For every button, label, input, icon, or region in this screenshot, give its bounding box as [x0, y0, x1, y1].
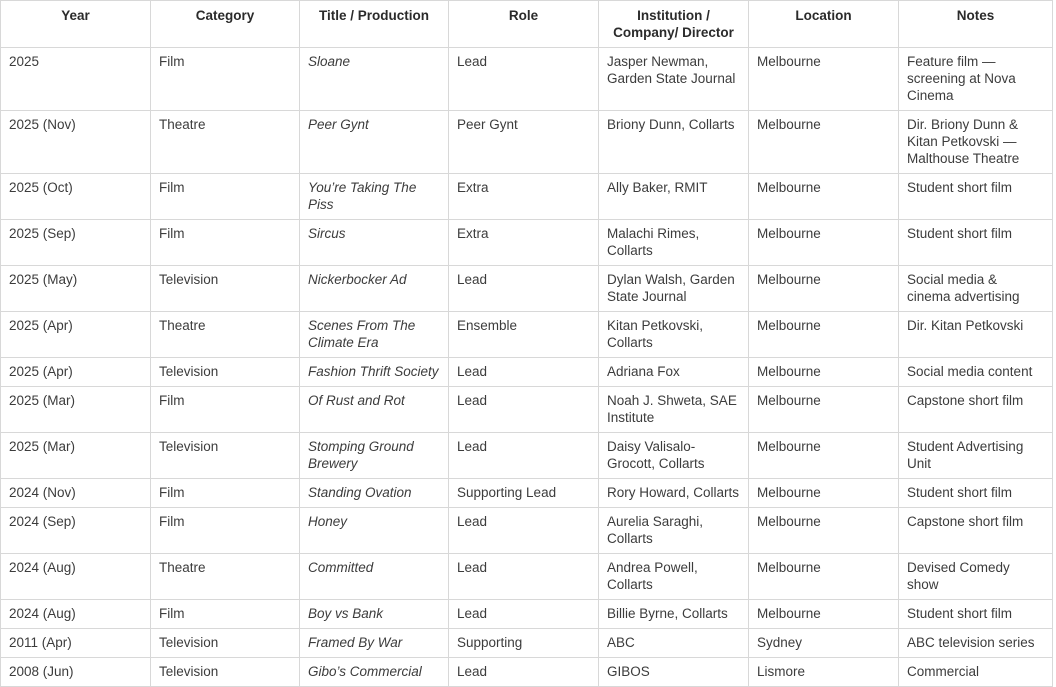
cell-location: Melbourne [749, 111, 899, 174]
table-row [1, 554, 1053, 600]
cell-location: Melbourne [749, 312, 899, 358]
table-row [1, 433, 1053, 479]
cell-category: Film [151, 220, 300, 266]
cell-role: Lead [449, 358, 599, 387]
cell-location: Melbourne [749, 48, 899, 111]
cell-category: Television [151, 658, 300, 687]
table-row [1, 479, 1053, 508]
cell-role: Peer Gynt [449, 111, 599, 174]
cell-role: Extra [449, 220, 599, 266]
table-row [1, 658, 1053, 687]
cell-category: Television [151, 629, 300, 658]
column-header-location: Location [749, 1, 899, 48]
cell-location: Melbourne [749, 266, 899, 312]
cell-title: Boy vs Bank [300, 600, 449, 629]
cell-notes: Dir. Briony Dunn & Kitan Petkovski — Malthouse Theatre [899, 111, 1053, 174]
cell-institution: Dylan Walsh, Garden State Journal [599, 266, 749, 312]
cell-notes: Social media content [899, 358, 1053, 387]
cell-role: Extra [449, 174, 599, 220]
cell-notes: Student short film [899, 174, 1053, 220]
cell-title: Standing Ovation [300, 479, 449, 508]
cell-institution: Rory Howard, Collarts [599, 479, 749, 508]
cell-year: 2025 [1, 48, 151, 111]
column-header-role: Role [449, 1, 599, 48]
cell-notes: Social media & cinema advertising [899, 266, 1053, 312]
cell-category: Theatre [151, 312, 300, 358]
cell-category: Film [151, 174, 300, 220]
table-row [1, 48, 1053, 111]
cell-role: Lead [449, 658, 599, 687]
cell-title: Nickerbocker Ad [300, 266, 449, 312]
cell-year: 2025 (Nov) [1, 111, 151, 174]
cell-institution: GIBOS [599, 658, 749, 687]
cell-year: 2025 (Mar) [1, 433, 151, 479]
cell-title: Committed [300, 554, 449, 600]
cell-institution: Billie Byrne, Collarts [599, 600, 749, 629]
cell-title: Sloane [300, 48, 449, 111]
cell-category: Film [151, 600, 300, 629]
cell-title: Stomping Ground Brewery [300, 433, 449, 479]
cell-title: Scenes From The Climate Era [300, 312, 449, 358]
cell-institution: Andrea Powell, Collarts [599, 554, 749, 600]
cell-category: Television [151, 266, 300, 312]
cell-role: Lead [449, 48, 599, 111]
cell-institution: Briony Dunn, Collarts [599, 111, 749, 174]
cell-category: Television [151, 433, 300, 479]
column-header-category: Category [151, 1, 300, 48]
cell-year: 2025 (May) [1, 266, 151, 312]
cell-location: Melbourne [749, 387, 899, 433]
cell-institution: Daisy Valisalo-Grocott, Collarts [599, 433, 749, 479]
table-row [1, 508, 1053, 554]
cell-role: Ensemble [449, 312, 599, 358]
cell-institution: Jasper Newman, Garden State Journal [599, 48, 749, 111]
cell-notes: Dir. Kitan Petkovski [899, 312, 1053, 358]
cell-location: Melbourne [749, 600, 899, 629]
cell-location: Melbourne [749, 554, 899, 600]
cell-category: Film [151, 479, 300, 508]
cell-year: 2011 (Apr) [1, 629, 151, 658]
cell-year: 2024 (Nov) [1, 479, 151, 508]
table-row [1, 174, 1053, 220]
column-header-institution: Institution / Company/ Director [599, 1, 749, 48]
cell-notes: Student short film [899, 600, 1053, 629]
cell-title: Honey [300, 508, 449, 554]
cell-role: Lead [449, 266, 599, 312]
cell-role: Supporting Lead [449, 479, 599, 508]
cell-location: Melbourne [749, 220, 899, 266]
table-row [1, 312, 1053, 358]
cell-title: Framed By War [300, 629, 449, 658]
cell-location: Sydney [749, 629, 899, 658]
cell-category: Theatre [151, 554, 300, 600]
cell-year: 2024 (Aug) [1, 554, 151, 600]
cell-location: Melbourne [749, 433, 899, 479]
table-row [1, 387, 1053, 433]
cell-title: Gibo’s Commercial [300, 658, 449, 687]
cell-title: Of Rust and Rot [300, 387, 449, 433]
cell-title: Peer Gynt [300, 111, 449, 174]
cell-location: Melbourne [749, 174, 899, 220]
cell-institution: Noah J. Shweta, SAE Institute [599, 387, 749, 433]
cell-year: 2024 (Sep) [1, 508, 151, 554]
table-row [1, 111, 1053, 174]
cell-category: Film [151, 387, 300, 433]
cell-year: 2025 (Oct) [1, 174, 151, 220]
cell-location: Melbourne [749, 508, 899, 554]
cell-notes: Devised Comedy show [899, 554, 1053, 600]
cell-notes: Commercial [899, 658, 1053, 687]
cell-role: Lead [449, 554, 599, 600]
table-row [1, 600, 1053, 629]
table-row [1, 358, 1053, 387]
cell-role: Lead [449, 387, 599, 433]
cell-role: Supporting [449, 629, 599, 658]
cell-notes: Capstone short film [899, 387, 1053, 433]
cell-notes: Feature film — screening at Nova Cinema [899, 48, 1053, 111]
cell-year: 2025 (Mar) [1, 387, 151, 433]
cell-year: 2024 (Aug) [1, 600, 151, 629]
cell-location: Melbourne [749, 479, 899, 508]
cell-institution: ABC [599, 629, 749, 658]
cell-institution: Kitan Petkovski, Collarts [599, 312, 749, 358]
cell-notes: Student short film [899, 220, 1053, 266]
cell-institution: Ally Baker, RMIT [599, 174, 749, 220]
table-row [1, 629, 1053, 658]
cell-institution: Adriana Fox [599, 358, 749, 387]
cell-notes: ABC television series [899, 629, 1053, 658]
cell-category: Theatre [151, 111, 300, 174]
cell-role: Lead [449, 600, 599, 629]
cell-institution: Aurelia Saraghi, Collarts [599, 508, 749, 554]
table-row [1, 266, 1053, 312]
cell-year: 2025 (Apr) [1, 312, 151, 358]
cell-category: Film [151, 508, 300, 554]
cell-notes: Capstone short film [899, 508, 1053, 554]
cell-notes: Student Advertising Unit [899, 433, 1053, 479]
table-row [1, 220, 1053, 266]
cell-title: Fashion Thrift Society [300, 358, 449, 387]
cell-role: Lead [449, 433, 599, 479]
cell-category: Film [151, 48, 300, 111]
cell-location: Melbourne [749, 358, 899, 387]
cell-title: Sircus [300, 220, 449, 266]
column-header-title: Title / Production [300, 1, 449, 48]
column-header-notes: Notes [899, 1, 1053, 48]
cell-year: 2025 (Apr) [1, 358, 151, 387]
cell-title: You’re Taking The Piss [300, 174, 449, 220]
cell-role: Lead [449, 508, 599, 554]
cell-notes: Student short film [899, 479, 1053, 508]
cell-category: Television [151, 358, 300, 387]
table-header-row [1, 1, 1053, 48]
column-header-year: Year [1, 1, 151, 48]
cell-year: 2025 (Sep) [1, 220, 151, 266]
cell-institution: Malachi Rimes, Collarts [599, 220, 749, 266]
cell-year: 2008 (Jun) [1, 658, 151, 687]
cell-location: Lismore [749, 658, 899, 687]
